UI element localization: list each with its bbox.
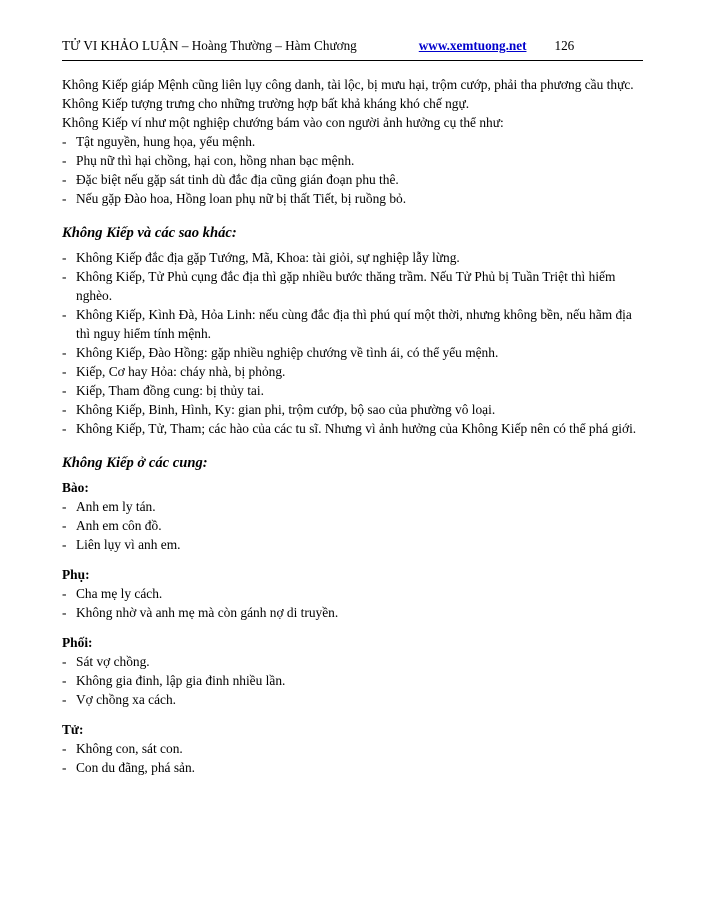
- palace-item-list: [62, 497, 643, 554]
- dash-marker: -: [62, 134, 67, 150]
- list-item-text: Anh em côn đồ.: [76, 517, 162, 533]
- list-item-text: Anh em ly tán.: [76, 498, 156, 514]
- list-item-text: Không con, sát con.: [76, 741, 183, 757]
- dash-marker: -: [62, 421, 67, 437]
- list-item: [62, 739, 643, 758]
- list-item: [62, 343, 643, 362]
- intro-paragraph-1: Không Kiếp giáp Mệnh cũng liên lụy công danh, tài lộc, bị mưu hại, trộm cướp, phải tha phương cầu thực.: [62, 77, 634, 92]
- list-item-text: Sát vợ chồng.: [76, 654, 150, 670]
- list-item-text: Nếu gặp Đào hoa, Hồng loan phụ nữ bị thất Tiết, bị ruồng bỏ.: [76, 191, 407, 207]
- palace-label: Phụ:: [62, 567, 90, 583]
- intro-paragraph-2: Không Kiếp tượng trưng cho những trường hợp bất khả kháng khó chế ngự.: [62, 96, 470, 112]
- list-item-text: Đặc biệt nếu gặp sát tinh dù đắc địa cũng gián đoạn phu thê.: [76, 172, 399, 188]
- list-item-text: Không Kiếp, Binh, Hình, Ky: gian phi, trộm cướp, bộ sao của phường vô loại.: [76, 402, 496, 418]
- header-divider: [62, 60, 643, 61]
- header-website-link[interactable]: www.xemtuong.net: [418, 38, 527, 53]
- list-item: [62, 170, 643, 189]
- header-title: TỬ VI KHẢO LUẬN – Hoàng Thường – Hàm Chương: [62, 38, 357, 53]
- list-item: [62, 419, 643, 438]
- page-number: 126: [554, 38, 575, 53]
- dash-marker: -: [62, 498, 67, 514]
- list-item-text: Không Kiếp đắc địa gặp Tướng, Mã, Khoa: tài giỏi, sự nghiệp lẫy lừng.: [76, 249, 460, 265]
- list-item: [62, 305, 643, 343]
- list-item: [62, 132, 643, 151]
- list-item: [62, 671, 643, 690]
- list-item: [62, 381, 643, 400]
- intro-bullet-list: [62, 132, 643, 208]
- list-item-text: Vợ chồng xa cách.: [76, 692, 177, 708]
- section-heading-other-stars: Không Kiếp và các sao khác:: [62, 225, 237, 242]
- list-item: [62, 497, 643, 516]
- list-item: [62, 248, 643, 267]
- dash-marker: -: [62, 605, 67, 621]
- palace-group-phu: [62, 565, 643, 622]
- dash-marker: -: [62, 153, 67, 169]
- palace-item-list: [62, 584, 643, 622]
- dash-marker: -: [62, 345, 67, 361]
- palace-label: Tử:: [62, 722, 84, 738]
- palace-group-phoi: [62, 633, 643, 709]
- dash-marker: -: [62, 307, 67, 322]
- palace-group-bao: [62, 478, 643, 554]
- list-item-text: Phụ nữ thì hại chồng, hại con, hồng nhan bạc mệnh.: [76, 153, 355, 169]
- list-item: [62, 189, 643, 208]
- list-item-text: Tật nguyền, hung họa, yểu mệnh.: [76, 134, 256, 150]
- intro-paragraph-3: Không Kiếp ví như một nghiệp chướng bám vào con người ảnh hưởng cụ thể như:: [62, 115, 504, 131]
- list-item: [62, 652, 643, 671]
- dash-marker: -: [62, 517, 67, 533]
- dash-marker: -: [62, 249, 67, 265]
- dash-marker: -: [62, 673, 67, 689]
- list-item: [62, 516, 643, 535]
- spacer: [62, 554, 643, 565]
- page-header: [62, 38, 643, 60]
- list-item-text: Không Kiếp, Đào Hồng: gặp nhiều nghiệp chướng về tình ái, có thể yểu mệnh.: [76, 345, 499, 361]
- list-item-text: Kiếp, Cơ hay Hỏa: cháy nhà, bị phỏng.: [76, 364, 286, 380]
- palace-label: Phối:: [62, 635, 93, 651]
- list-item-text: Không gia đinh, lập gia đinh nhiều lần.: [76, 673, 286, 689]
- spacer: [62, 709, 643, 720]
- palace-group-tu: [62, 720, 643, 777]
- list-item-text: Không Kiếp, Tử Phủ cụng đắc địa thì gặp nhiều bước thăng trầm. Nếu Tử Phủ bị Tuần Triệt thì hiếm nghèo.: [76, 268, 616, 303]
- list-item: [62, 758, 643, 777]
- palace-label: Bào:: [62, 479, 89, 495]
- dash-marker: -: [62, 402, 67, 418]
- list-item-text: Cha mẹ ly cách.: [76, 586, 163, 602]
- list-item: [62, 151, 643, 170]
- list-item-text: Không nhờ và anh mẹ mà còn gánh nợ di truyền.: [76, 605, 339, 621]
- spacer: [62, 622, 643, 633]
- list-item: [62, 584, 643, 603]
- section-heading-palaces: Không Kiếp ở các cung:: [62, 455, 208, 472]
- list-item-text: Con du đãng, phá sản.: [76, 760, 196, 776]
- palace-item-list: [62, 652, 643, 709]
- other-stars-list: [62, 248, 643, 438]
- list-item: [62, 400, 643, 419]
- dash-marker: -: [62, 741, 67, 757]
- dash-marker: -: [62, 383, 67, 399]
- dash-marker: -: [62, 191, 67, 207]
- dash-marker: -: [62, 268, 67, 284]
- dash-marker: -: [62, 537, 67, 552]
- list-item: [62, 535, 643, 554]
- list-item: [62, 362, 643, 381]
- list-item: [62, 267, 643, 305]
- list-item-text: Không Kiếp, Tử, Tham; các hào của các tu sĩ. Nhưng vì ảnh hưởng của Không Kiếp nên có thể phá giới.: [76, 421, 637, 437]
- palace-item-list: [62, 739, 643, 777]
- list-item-text: Kiếp, Tham đồng cung: bị thủy tai.: [76, 383, 264, 399]
- list-item: [62, 690, 643, 709]
- list-item-text: Không Kiếp, Kình Đà, Hỏa Linh: nếu cùng đắc địa thì phú quí một thời, nhưng không bền, nếu hãm địa thì nguy hiểm tính mệnh.: [76, 307, 632, 342]
- dash-marker: -: [62, 692, 67, 708]
- dash-marker: -: [62, 654, 67, 670]
- list-item: [62, 603, 643, 622]
- dash-marker: -: [62, 586, 67, 602]
- dash-marker: -: [62, 172, 67, 188]
- dash-marker: -: [62, 760, 67, 776]
- list-item-text: Liên lụy vì anh em.: [76, 537, 181, 552]
- dash-marker: -: [62, 364, 67, 380]
